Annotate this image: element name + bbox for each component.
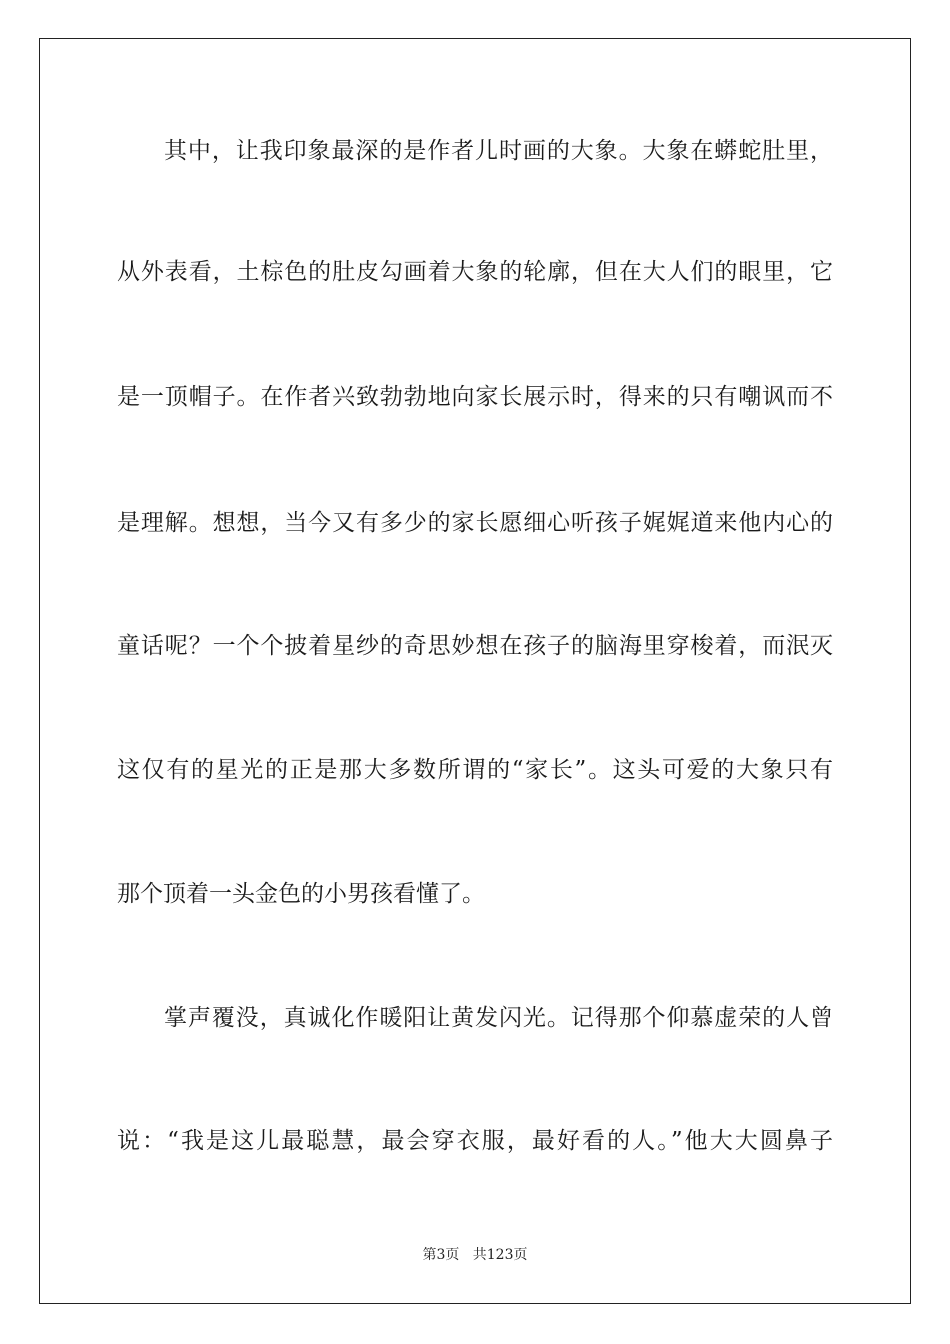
paragraph-2-line-2: 说：“我是这儿最聪慧，最会穿衣服，最好看的人。”他大大圆鼻子 <box>117 1128 833 1154</box>
page-footer <box>0 1246 950 1264</box>
paragraph-1-line-1: 其中，让我印象最深的是作者儿时画的大象。大象在蟒蛇肚里， <box>164 138 833 164</box>
paragraph-1-line-3: 是一顶帽子。在作者兴致勃勃地向家长展示时，得来的只有嘲讽而不 <box>117 384 833 410</box>
paragraph-1-line-5: 童话呢？一个个披着星纱的奇思妙想在孩子的脑海里穿梭着，而泯灭 <box>117 633 833 659</box>
page-border <box>39 38 911 1304</box>
paragraph-1-line-6: 这仅有的星光的正是那大多数所谓的“家长”。这头可爱的大象只有 <box>117 757 833 783</box>
paragraph-1-line-7: 那个顶着一头金色的小男孩看懂了。 <box>117 881 485 907</box>
paragraph-1-line-2: 从外表看，土棕色的肚皮勾画着大象的轮廓，但在大人们的眼里，它 <box>117 259 833 285</box>
page-number: 第3页 <box>422 1247 460 1263</box>
paragraph-1-line-4: 是理解。想想，当今又有多少的家长愿细心听孩子娓娓道来他内心的 <box>117 510 833 536</box>
paragraph-2-line-1: 掌声覆没，真诚化作暖阳让黄发闪光。记得那个仰慕虚荣的人曾 <box>164 1005 833 1031</box>
page-total: 共123页 <box>472 1247 528 1263</box>
